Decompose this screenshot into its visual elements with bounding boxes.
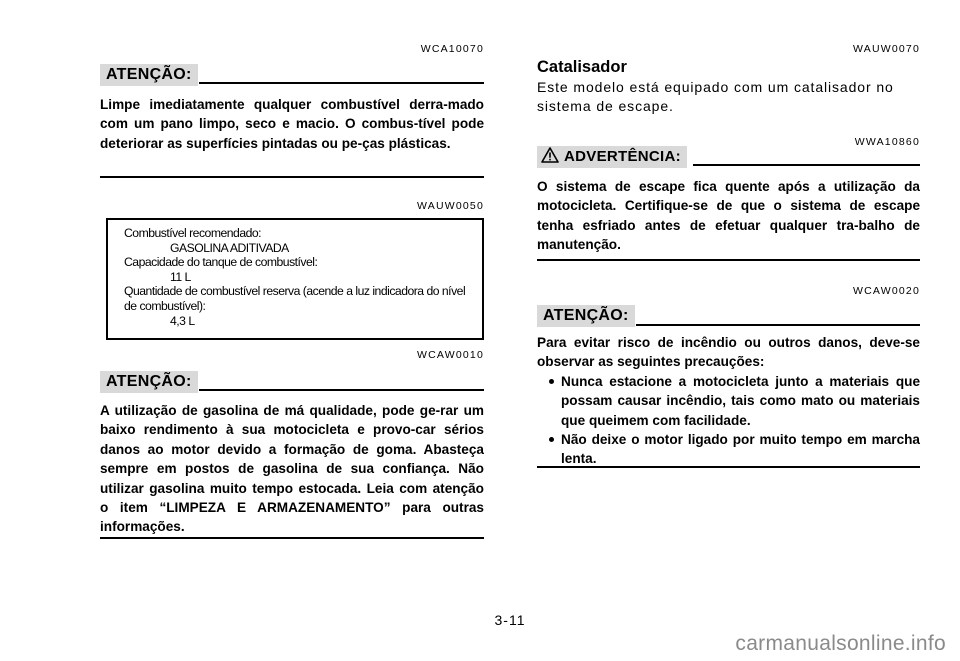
- reserve-value: 4,3 L: [170, 313, 195, 328]
- caution-end-rule-2: [100, 537, 484, 539]
- warning-end-rule: [537, 259, 920, 261]
- warning-label: [537, 146, 687, 168]
- caution-code-3: WCAW0020: [853, 285, 920, 297]
- caution-text-1: Limpe imediatamente qualquer combustível derra-mado com um pano limpo, seco e macio. O combus-tível pode deteriorar as superfícies pintadas ou pe-ças plásticas.: [100, 97, 484, 151]
- caution-label-1: ATENÇÃO:: [100, 64, 198, 86]
- caution-label-line-1: [199, 82, 484, 84]
- caution-block-3: [537, 333, 920, 469]
- caution-code-1: WCA10070: [420, 43, 484, 55]
- fuel-spec-box: [106, 218, 484, 340]
- recommended-fuel-value: GASOLINA ADITIVADA: [170, 240, 289, 255]
- caution-label-2: ATENÇÃO:: [100, 371, 198, 393]
- caution-end-rule-3: [537, 466, 920, 468]
- warning-label-text: ADVERTÊNCIA:: [564, 148, 681, 165]
- caution-text-2: A utilização de gasolina de má qualidade, pode ge-rar um baixo rendimento à sua motocicleta e provo-car sérios danos ao motor devido a formação de goma. Abasteça sempre em postos de gasolina de sua confiança. Não utilizar gasolina muito tempo estocada. Leia com atenção o item “LIMPEZA E ARMAZENAMENTO” para outras informações.: [100, 403, 484, 535]
- warning-label-line: [693, 164, 920, 166]
- warning-text: O sistema de escape fica quente após a utilização da motocicleta. Certifique-se de que o sistema de escape tenha esfriado antes de efetuar qualquer tra-balho de manutenção.: [537, 179, 920, 253]
- recommended-fuel-label: Combustível recomendado:: [124, 226, 262, 240]
- tank-capacity-value: 11 L: [170, 269, 191, 284]
- catalyst-title: Catalisador: [537, 58, 627, 76]
- catalyst-code: WAUW0070: [853, 43, 920, 55]
- fuel-spec-code: WAUW0050: [417, 200, 484, 212]
- caution-label-line-2: [199, 389, 484, 391]
- warning-triangle-icon: [541, 147, 559, 163]
- tank-capacity-label: Capacidade do tanque de combustível:: [124, 255, 318, 270]
- warning-code: WWA10860: [854, 136, 920, 148]
- catalyst-text: Este modelo está equipado com um catalisador no sistema de escape.: [537, 79, 894, 114]
- caution-bullet-item: Não deixe o motor ligado por muito tempo em marcha lenta.: [537, 430, 920, 469]
- caution-bullet-item: Nunca estacione a motocicleta junto a materiais que possam causar incêndio, tais como mato ou materiais que queimem com facilidade.: [537, 372, 920, 430]
- reserve-label: Quantidade de combustível reserva (acende a luz indicadora do nível de combustível):: [124, 284, 466, 313]
- page-number: 3-11: [494, 612, 526, 628]
- caution-bullet-list: [537, 372, 920, 469]
- watermark: carmanualsonline.info: [735, 632, 946, 655]
- caution-code-2: WCAW0010: [417, 349, 484, 361]
- caution-intro-3: Para evitar risco de incêndio ou outros danos, deve-se observar as seguintes precauções:: [537, 335, 920, 370]
- caution-label-3: ATENÇÃO:: [537, 305, 635, 327]
- caution-label-line-3: [636, 324, 920, 326]
- caution-end-rule-1: [100, 176, 484, 178]
